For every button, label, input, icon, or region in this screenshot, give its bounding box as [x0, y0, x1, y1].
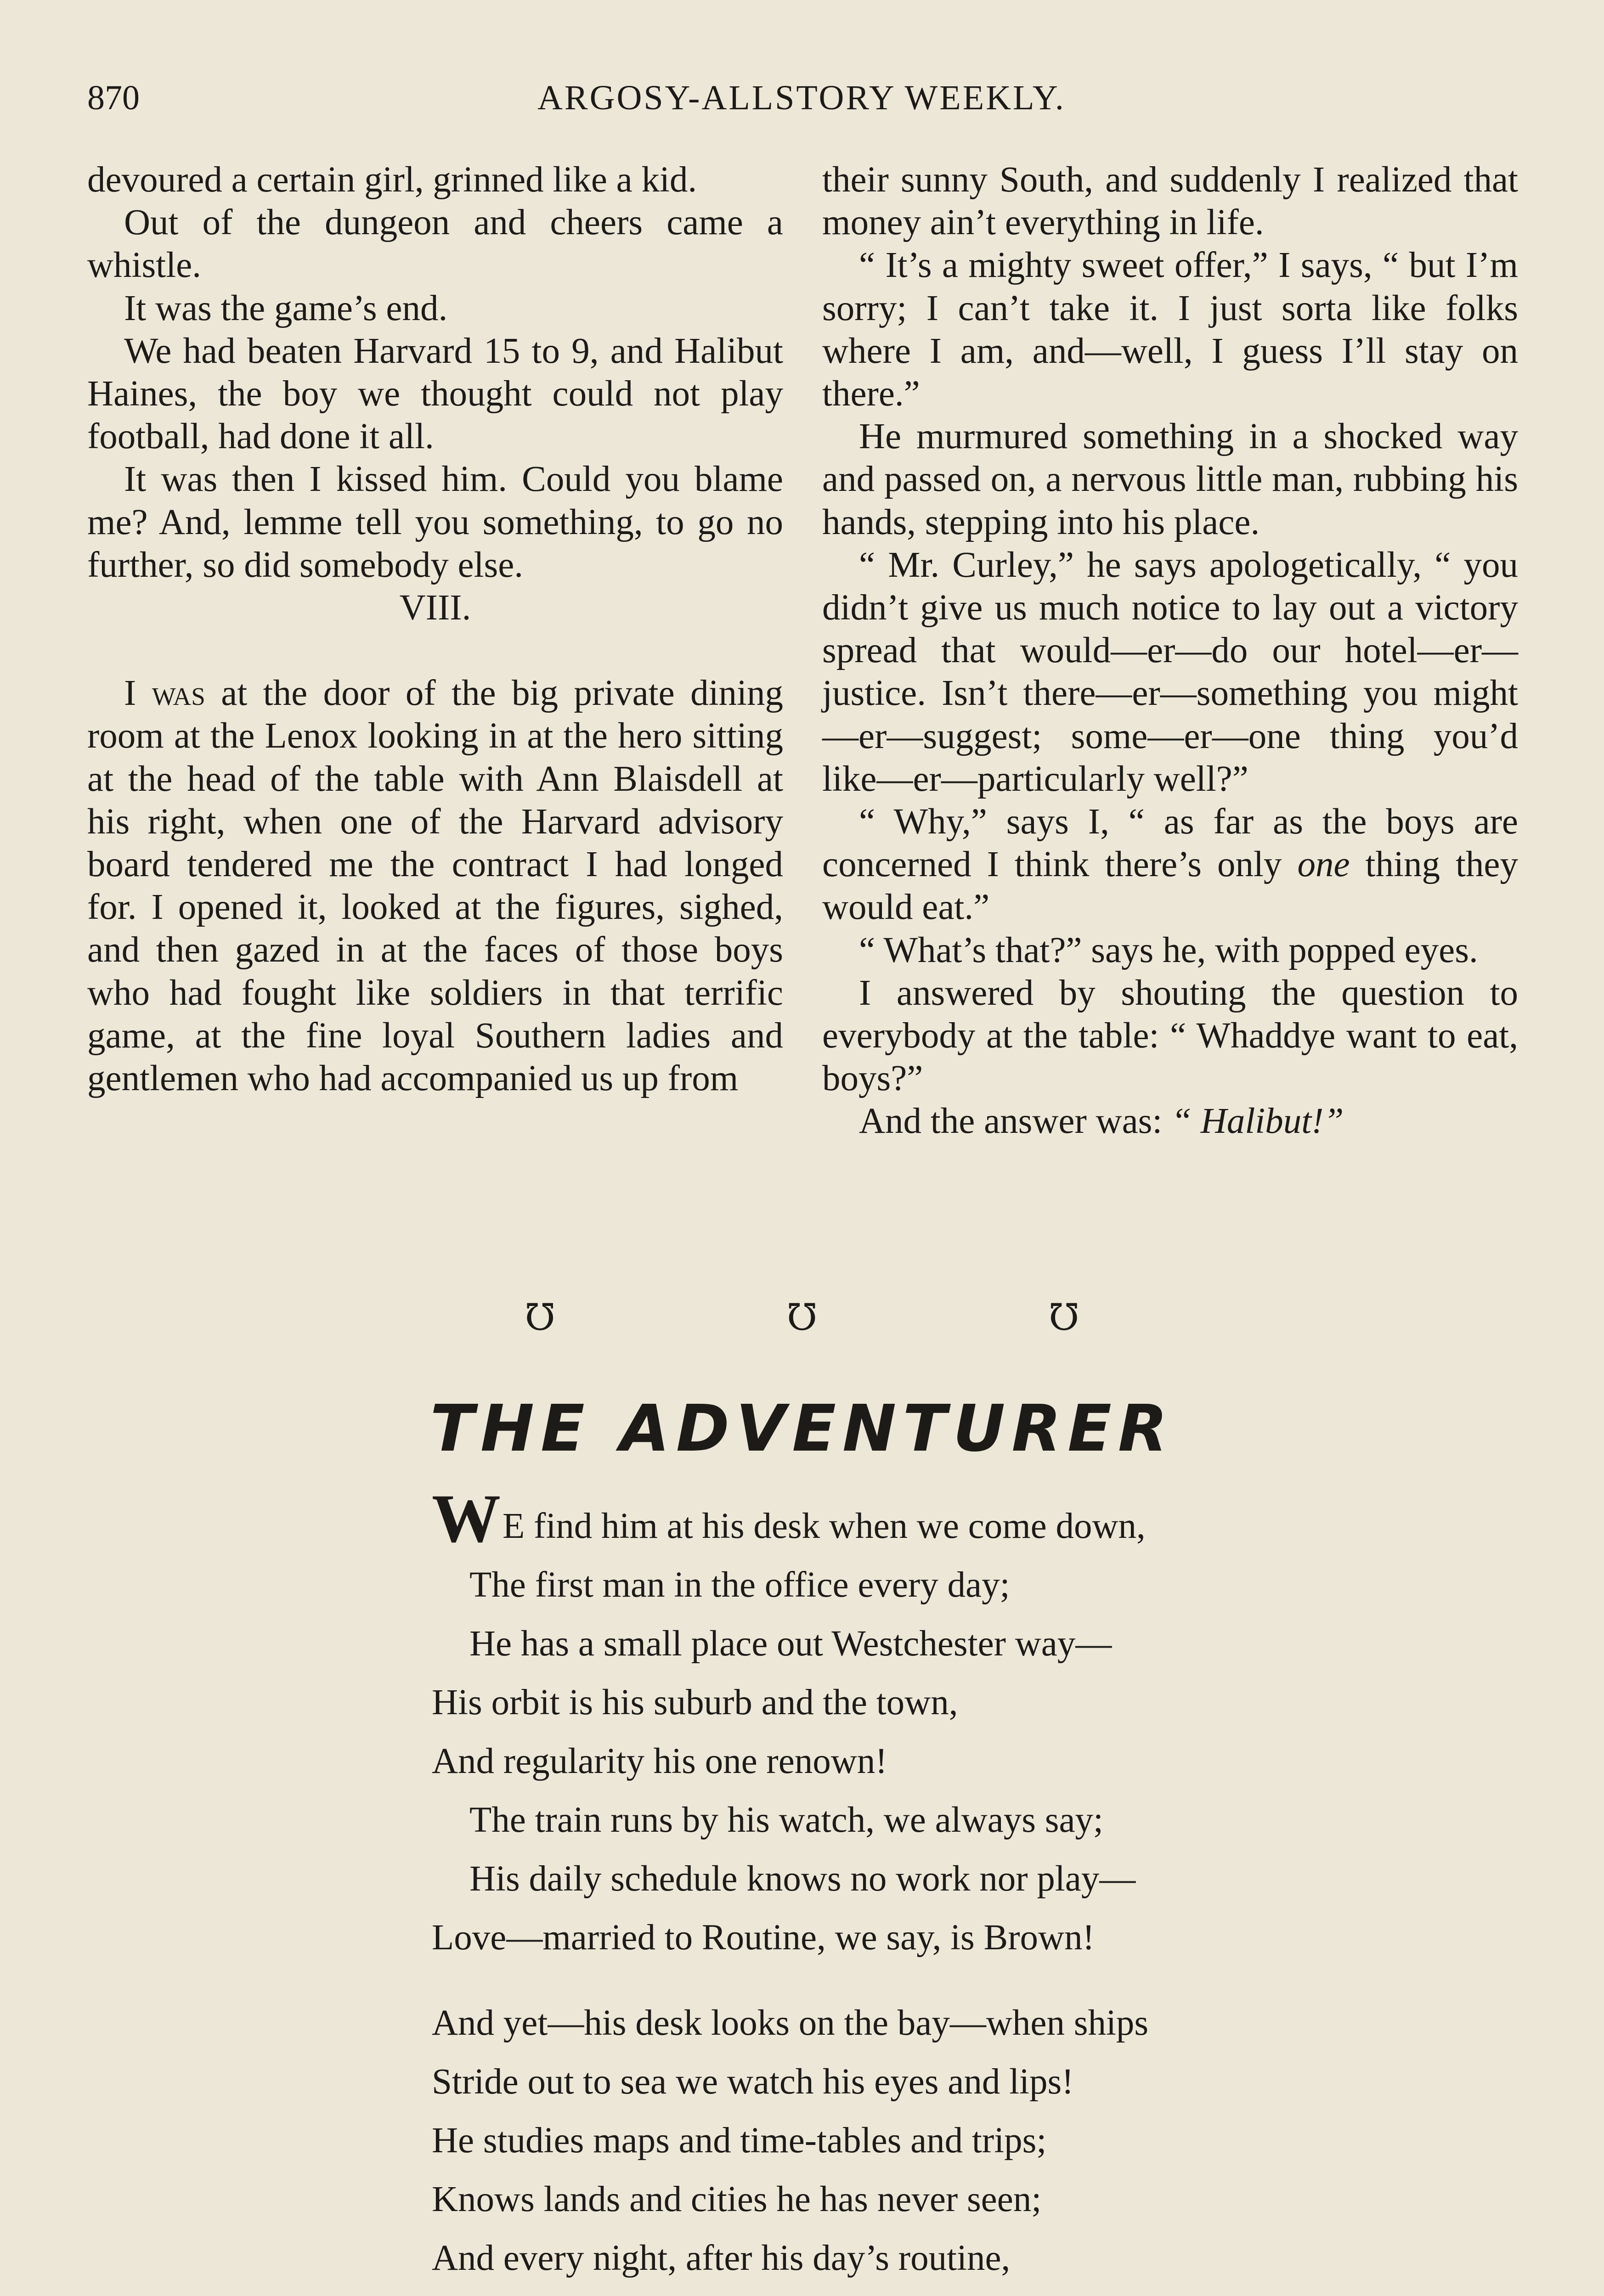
- paragraph: [87, 672, 783, 1100]
- paragraph: “ It’s a mighty sweet offer,” I says, “ but I’m sorry; I can’t take it. I just sorta like folks where I am, and—well, I guess I’ll stay on there.”: [822, 245, 1518, 414]
- paragraph: We had beaten Harvard 15 to 9, and Halibut Haines, the boy we thought could not play football, had done it all.: [87, 331, 783, 457]
- emphasis: “ Halibut!”: [1171, 1101, 1344, 1142]
- ornament-icon: ℧: [1049, 1298, 1079, 1338]
- paragraph: [822, 1100, 1518, 1142]
- poem-line: He has a small place out Westchester way—: [469, 1624, 1112, 1664]
- paragraph: Out of the dungeon and cheers came a whistle.: [87, 203, 783, 286]
- paragraph: their sunny South, and suddenly I realized that money ain’t everything in life.: [822, 160, 1518, 243]
- ornament-icon: ℧: [786, 1298, 818, 1338]
- emphasis: one: [1297, 844, 1350, 885]
- running-head: ARGOSY-ALLSTORY WEEKLY.: [537, 79, 1066, 117]
- poem-line: And regularity his one renown!: [432, 1741, 887, 1781]
- poem-line: His daily schedule knows no work nor play—: [469, 1859, 1136, 1899]
- stanza-break: [432, 1967, 1259, 1994]
- poem-line: The first man in the office every day;: [469, 1565, 1010, 1605]
- text-run: thing they would eat.”: [822, 844, 1518, 928]
- poem-line-text: E find him at his desk when we come down,: [503, 1506, 1146, 1546]
- paragraph: “ What’s that?” says he, with popped eyes.: [859, 930, 1478, 970]
- poem-line: His orbit is his suburb and the town,: [432, 1683, 958, 1722]
- drop-cap: W: [432, 1480, 501, 1557]
- poem: [432, 1480, 1259, 2296]
- text-run: “ Why,” says I, “ as far as the boys are concerned I think there’s only: [822, 802, 1518, 885]
- paragraph: [822, 800, 1518, 929]
- page-number: 870: [87, 79, 140, 117]
- poem-line: And every night, after his day’s routine,: [432, 2238, 1011, 2278]
- poem-line: The train runs by his watch, we always say;: [469, 1800, 1103, 1840]
- paragraph: It was the game’s end.: [124, 288, 448, 328]
- left-column: [87, 158, 783, 1100]
- page-header: [87, 78, 1516, 119]
- poem-line: Stride out to sea we watch his eyes and lips!: [432, 2062, 1074, 2102]
- poem-line: He studies maps and time-tables and trips;: [432, 2121, 1047, 2161]
- chapter-heading: VIII.: [399, 588, 471, 628]
- text-run: And the answer was:: [859, 1101, 1172, 1142]
- paragraph-lead: I was: [124, 673, 205, 714]
- poem-line: Knows lands and cities he has never seen;: [432, 2179, 1042, 2219]
- ornament-icon: ℧: [525, 1298, 555, 1338]
- section-ornaments: [0, 1300, 1604, 1336]
- paragraph: It was then I kissed him. Could you blame me? And, lemme tell you something, to go no further, so did somebody else.: [87, 459, 783, 585]
- right-column: [822, 158, 1518, 1143]
- paragraph: devoured a certain girl, grinned like a kid.: [87, 160, 697, 200]
- paragraph: I answered by shouting the question to everybody at the table: “ Whaddye want to eat, boys?”: [822, 973, 1518, 1099]
- poem-title: THE ADVENTURER: [430, 1391, 1174, 1466]
- poem-line: And yet—his desk looks on the bay—when ships: [432, 2003, 1149, 2043]
- poem-line: Love—married to Routine, we say, is Brown!: [432, 1918, 1095, 1958]
- paragraph-body: at the door of the big private dining room at the Lenox looking in at the hero sitting at the head of the table with Ann Blaisdell at his right, when one of the Harvard advisory board tendered me the contract I had longed for. I opened it, looked at the figures, sighed, and then gazed in at the faces of those boys who had fought like soldiers in that terrific game, at the fine loyal Southern ladies and gentlemen who had accompanied us up from: [87, 673, 783, 1099]
- poem-line: [432, 2288, 1259, 2296]
- paragraph: “ Mr. Curley,” he says apologetically, “ you didn’t give us much notice to lay out a victory spread that would—er—do our hotel—er—justice. Isn’t there—er—something you might—er—suggest; some—er—one thing you’d like—er—particularly well?”: [822, 545, 1518, 799]
- poem-line: [432, 1480, 1259, 1557]
- paragraph: He murmured something in a shocked way and passed on, a nervous little man, rubbing his hands, stepping into his place.: [822, 416, 1518, 542]
